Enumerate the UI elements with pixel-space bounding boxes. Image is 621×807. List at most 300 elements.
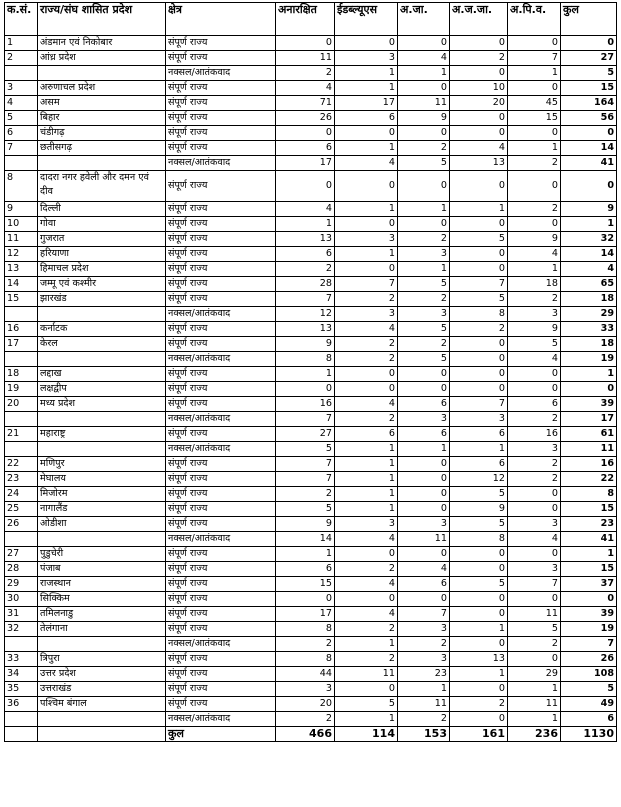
serial-cell: 20 xyxy=(5,397,38,412)
st-cell: 13 xyxy=(450,652,508,667)
serial-cell xyxy=(5,637,38,652)
state-cell: पंजाब xyxy=(38,562,166,577)
header-ews: ईडब्ल्यूएस xyxy=(335,3,398,36)
st-cell: 3 xyxy=(450,412,508,427)
unreserved-cell: 17 xyxy=(276,607,335,622)
unreserved-cell: 0 xyxy=(276,126,335,141)
sc-cell: 1 xyxy=(398,682,450,697)
st-cell: 4 xyxy=(450,141,508,156)
table-row xyxy=(5,532,617,547)
unreserved-cell: 6 xyxy=(276,247,335,262)
total-cell: 1 xyxy=(561,217,617,232)
area-cell: संपूर्ण राज्य xyxy=(166,382,276,397)
serial-cell: 14 xyxy=(5,277,38,292)
area-cell: संपूर्ण राज्य xyxy=(166,652,276,667)
st-cell: 0 xyxy=(450,352,508,367)
ews-cell: 4 xyxy=(335,156,398,171)
table-row xyxy=(5,367,617,382)
unreserved-cell: 1 xyxy=(276,367,335,382)
table-row xyxy=(5,217,617,232)
ews-cell: 17 xyxy=(335,96,398,111)
serial-cell: 27 xyxy=(5,547,38,562)
serial-cell: 5 xyxy=(5,111,38,126)
sc-cell: 11 xyxy=(398,532,450,547)
unreserved-cell: 9 xyxy=(276,517,335,532)
unreserved-cell: 7 xyxy=(276,412,335,427)
obc-cell: 4 xyxy=(508,532,561,547)
sc-cell: 3 xyxy=(398,247,450,262)
obc-cell: 2 xyxy=(508,412,561,427)
ews-cell: 1 xyxy=(335,472,398,487)
grand-total-row xyxy=(5,727,617,742)
total-cell: 7 xyxy=(561,637,617,652)
table-row xyxy=(5,81,617,96)
obc-cell: 1 xyxy=(508,141,561,156)
area-cell: नक्सल/आतंकवाद xyxy=(166,156,276,171)
st-cell: 0 xyxy=(450,562,508,577)
area-cell: संपूर्ण राज्य xyxy=(166,502,276,517)
table-row xyxy=(5,592,617,607)
state-cell: त्रिपुरा xyxy=(38,652,166,667)
sc-cell: 2 xyxy=(398,712,450,727)
area-cell: संपूर्ण राज्य xyxy=(166,367,276,382)
header-obc: अ.पि.व. xyxy=(508,3,561,36)
total-cell: 8 xyxy=(561,487,617,502)
st-cell: 5 xyxy=(450,232,508,247)
sc-cell: 3 xyxy=(398,652,450,667)
serial-cell: 35 xyxy=(5,682,38,697)
st-cell: 0 xyxy=(450,382,508,397)
ews-cell: 3 xyxy=(335,232,398,247)
serial-cell: 23 xyxy=(5,472,38,487)
area-cell: संपूर्ण राज्य xyxy=(166,457,276,472)
st-cell: 0 xyxy=(450,247,508,262)
sc-cell: 6 xyxy=(398,397,450,412)
st-cell: 1 xyxy=(450,667,508,682)
header-row xyxy=(5,3,617,36)
serial-cell: 13 xyxy=(5,262,38,277)
sc-cell: 3 xyxy=(398,307,450,322)
area-cell: संपूर्ण राज्य xyxy=(166,81,276,96)
ews-cell: 1 xyxy=(335,487,398,502)
ews-cell: 0 xyxy=(335,126,398,141)
grand-total-label: कुल xyxy=(166,727,276,742)
state-cell: लक्षद्वीप xyxy=(38,382,166,397)
total-cell: 33 xyxy=(561,322,617,337)
area-cell: संपूर्ण राज्य xyxy=(166,126,276,141)
total-cell: 11 xyxy=(561,442,617,457)
ews-cell: 0 xyxy=(335,217,398,232)
serial-cell: 1 xyxy=(5,36,38,51)
state-cell: कर्नाटक xyxy=(38,322,166,337)
st-cell: 0 xyxy=(450,126,508,141)
area-cell: संपूर्ण राज्य xyxy=(166,487,276,502)
total-cell: 23 xyxy=(561,517,617,532)
table-row xyxy=(5,262,617,277)
serial-cell: 34 xyxy=(5,667,38,682)
serial-cell: 11 xyxy=(5,232,38,247)
total-cell: 15 xyxy=(561,81,617,96)
state-cell: पुडुचेरी xyxy=(38,547,166,562)
sc-cell: 0 xyxy=(398,126,450,141)
serial-cell: 10 xyxy=(5,217,38,232)
table-row xyxy=(5,382,617,397)
obc-cell: 0 xyxy=(508,126,561,141)
state-cell: महाराष्ट्र xyxy=(38,427,166,442)
st-cell: 5 xyxy=(450,487,508,502)
grand-total-sc: 153 xyxy=(398,727,450,742)
table-row xyxy=(5,277,617,292)
area-cell: संपूर्ण राज्य xyxy=(166,202,276,217)
sc-cell: 0 xyxy=(398,457,450,472)
st-cell: 0 xyxy=(450,217,508,232)
sc-cell: 3 xyxy=(398,517,450,532)
area-cell: नक्सल/आतंकवाद xyxy=(166,66,276,81)
serial-cell: 2 xyxy=(5,51,38,66)
ews-cell: 2 xyxy=(335,337,398,352)
unreserved-cell: 2 xyxy=(276,712,335,727)
state-cell: जम्मू एवं कश्मीर xyxy=(38,277,166,292)
unreserved-cell: 0 xyxy=(276,171,335,202)
total-cell: 49 xyxy=(561,697,617,712)
st-cell: 7 xyxy=(450,277,508,292)
serial-cell: 31 xyxy=(5,607,38,622)
serial-cell xyxy=(5,712,38,727)
total-cell: 9 xyxy=(561,202,617,217)
obc-cell: 7 xyxy=(508,577,561,592)
area-cell: नक्सल/आतंकवाद xyxy=(166,532,276,547)
ews-cell: 1 xyxy=(335,81,398,96)
sc-cell: 1 xyxy=(398,262,450,277)
ews-cell: 4 xyxy=(335,397,398,412)
st-cell: 0 xyxy=(450,367,508,382)
sc-cell: 23 xyxy=(398,667,450,682)
unreserved-cell: 5 xyxy=(276,442,335,457)
ews-cell: 0 xyxy=(335,682,398,697)
total-cell: 5 xyxy=(561,682,617,697)
sc-cell: 0 xyxy=(398,592,450,607)
area-cell: संपूर्ण राज्य xyxy=(166,592,276,607)
st-cell: 5 xyxy=(450,292,508,307)
ews-cell: 4 xyxy=(335,322,398,337)
unreserved-cell: 0 xyxy=(276,592,335,607)
area-cell: संपूर्ण राज्य xyxy=(166,517,276,532)
unreserved-cell: 27 xyxy=(276,427,335,442)
ews-cell: 1 xyxy=(335,66,398,81)
total-cell: 39 xyxy=(561,607,617,622)
sc-cell: 0 xyxy=(398,81,450,96)
unreserved-cell: 4 xyxy=(276,81,335,96)
serial-cell xyxy=(5,532,38,547)
state-cell: मध्य प्रदेश xyxy=(38,397,166,412)
total-cell: 32 xyxy=(561,232,617,247)
ews-cell: 1 xyxy=(335,442,398,457)
total-cell: 1 xyxy=(561,367,617,382)
sc-cell: 6 xyxy=(398,427,450,442)
serial-cell: 16 xyxy=(5,322,38,337)
st-cell: 0 xyxy=(450,337,508,352)
serial-cell xyxy=(5,307,38,322)
obc-cell: 16 xyxy=(508,427,561,442)
sc-cell: 0 xyxy=(398,367,450,382)
st-cell: 0 xyxy=(450,607,508,622)
st-cell: 2 xyxy=(450,51,508,66)
state-cell: बिहार xyxy=(38,111,166,126)
table-row xyxy=(5,442,617,457)
ews-cell: 0 xyxy=(335,36,398,51)
unreserved-cell: 8 xyxy=(276,652,335,667)
sc-cell: 0 xyxy=(398,547,450,562)
state-cell: दादरा नगर हवेली और दमन एवं दीव xyxy=(38,171,166,202)
ews-cell: 0 xyxy=(335,367,398,382)
state-cell xyxy=(38,532,166,547)
area-cell: संपूर्ण राज्य xyxy=(166,232,276,247)
table-row xyxy=(5,682,617,697)
area-cell: संपूर्ण राज्य xyxy=(166,111,276,126)
ews-cell: 3 xyxy=(335,307,398,322)
sc-cell: 5 xyxy=(398,352,450,367)
state-cell: उत्तराखंड xyxy=(38,682,166,697)
unreserved-cell: 7 xyxy=(276,457,335,472)
state-cell: हिमाचल प्रदेश xyxy=(38,262,166,277)
table-row xyxy=(5,36,617,51)
st-cell: 0 xyxy=(450,682,508,697)
table-row xyxy=(5,51,617,66)
obc-cell: 0 xyxy=(508,547,561,562)
obc-cell: 0 xyxy=(508,592,561,607)
state-cell xyxy=(38,712,166,727)
area-cell: संपूर्ण राज्य xyxy=(166,622,276,637)
serial-cell: 3 xyxy=(5,81,38,96)
total-cell: 39 xyxy=(561,397,617,412)
st-cell: 6 xyxy=(450,457,508,472)
table-row xyxy=(5,156,617,171)
obc-cell: 0 xyxy=(508,487,561,502)
unreserved-cell: 14 xyxy=(276,532,335,547)
ews-cell: 6 xyxy=(335,427,398,442)
table-row xyxy=(5,126,617,141)
ews-cell: 1 xyxy=(335,637,398,652)
state-cell: मणिपुर xyxy=(38,457,166,472)
state-cell xyxy=(38,412,166,427)
area-cell: संपूर्ण राज्य xyxy=(166,697,276,712)
serial-cell: 8 xyxy=(5,171,38,202)
area-cell: संपूर्ण राज्य xyxy=(166,667,276,682)
area-cell: संपूर्ण राज्य xyxy=(166,171,276,202)
state-cell: उत्तर प्रदेश xyxy=(38,667,166,682)
table-row xyxy=(5,697,617,712)
obc-cell: 2 xyxy=(508,156,561,171)
unreserved-cell: 20 xyxy=(276,697,335,712)
unreserved-cell: 1 xyxy=(276,217,335,232)
ews-cell: 6 xyxy=(335,111,398,126)
unreserved-cell: 7 xyxy=(276,292,335,307)
state-cell: राजस्थान xyxy=(38,577,166,592)
st-cell: 7 xyxy=(450,397,508,412)
serial-cell: 32 xyxy=(5,622,38,637)
state-cell: चंडीगढ़ xyxy=(38,126,166,141)
obc-cell: 11 xyxy=(508,697,561,712)
area-cell: संपूर्ण राज्य xyxy=(166,217,276,232)
unreserved-cell: 44 xyxy=(276,667,335,682)
serial-cell: 36 xyxy=(5,697,38,712)
state-cell: छतीसगढ़ xyxy=(38,141,166,156)
state-cell: अरुणाचल प्रदेश xyxy=(38,81,166,96)
serial-cell xyxy=(5,412,38,427)
obc-cell: 2 xyxy=(508,202,561,217)
table-row xyxy=(5,607,617,622)
table-row xyxy=(5,247,617,262)
serial-cell xyxy=(5,66,38,81)
obc-cell: 9 xyxy=(508,232,561,247)
ews-cell: 0 xyxy=(335,382,398,397)
st-cell: 2 xyxy=(450,322,508,337)
st-cell: 0 xyxy=(450,111,508,126)
table-row xyxy=(5,517,617,532)
table-row xyxy=(5,111,617,126)
sc-cell: 4 xyxy=(398,562,450,577)
serial-cell: 17 xyxy=(5,337,38,352)
state-cell: नागालैंड xyxy=(38,502,166,517)
area-cell: संपूर्ण राज्य xyxy=(166,547,276,562)
sc-cell: 5 xyxy=(398,322,450,337)
obc-cell: 0 xyxy=(508,36,561,51)
ews-cell: 2 xyxy=(335,412,398,427)
obc-cell: 0 xyxy=(508,171,561,202)
sc-cell: 11 xyxy=(398,96,450,111)
area-cell: संपूर्ण राज्य xyxy=(166,562,276,577)
state-cell: लद्दाख xyxy=(38,367,166,382)
unreserved-cell: 28 xyxy=(276,277,335,292)
state-cell: ओडीशा xyxy=(38,517,166,532)
st-cell: 0 xyxy=(450,592,508,607)
ews-cell: 3 xyxy=(335,517,398,532)
total-cell: 27 xyxy=(561,51,617,66)
header-unreserved: अनारक्षित xyxy=(276,3,335,36)
total-cell: 14 xyxy=(561,141,617,156)
table-row xyxy=(5,577,617,592)
total-cell: 56 xyxy=(561,111,617,126)
state-cell xyxy=(38,637,166,652)
total-cell: 164 xyxy=(561,96,617,111)
st-cell: 12 xyxy=(450,472,508,487)
unreserved-cell: 16 xyxy=(276,397,335,412)
sc-cell: 2 xyxy=(398,141,450,156)
area-cell: नक्सल/आतंकवाद xyxy=(166,412,276,427)
serial-cell: 19 xyxy=(5,382,38,397)
sc-cell: 1 xyxy=(398,202,450,217)
area-cell: संपूर्ण राज्य xyxy=(166,141,276,156)
ews-cell: 2 xyxy=(335,652,398,667)
area-cell: संपूर्ण राज्य xyxy=(166,577,276,592)
table-row xyxy=(5,292,617,307)
state-cell: तेलंगाना xyxy=(38,622,166,637)
obc-cell: 0 xyxy=(508,81,561,96)
total-cell: 14 xyxy=(561,247,617,262)
unreserved-cell: 2 xyxy=(276,66,335,81)
state-cell: तमिलनाडु xyxy=(38,607,166,622)
unreserved-cell: 13 xyxy=(276,322,335,337)
st-cell: 0 xyxy=(450,712,508,727)
obc-cell: 1 xyxy=(508,712,561,727)
area-cell: नक्सल/आतंकवाद xyxy=(166,442,276,457)
serial-cell: 25 xyxy=(5,502,38,517)
obc-cell: 0 xyxy=(508,367,561,382)
st-cell: 10 xyxy=(450,81,508,96)
serial-cell: 22 xyxy=(5,457,38,472)
sc-cell: 9 xyxy=(398,111,450,126)
st-cell: 8 xyxy=(450,307,508,322)
total-cell: 16 xyxy=(561,457,617,472)
unreserved-cell: 4 xyxy=(276,202,335,217)
obc-cell: 1 xyxy=(508,66,561,81)
sc-cell: 0 xyxy=(398,36,450,51)
serial-cell xyxy=(5,442,38,457)
table-row xyxy=(5,472,617,487)
area-cell: संपूर्ण राज्य xyxy=(166,51,276,66)
table-row xyxy=(5,337,617,352)
obc-cell: 4 xyxy=(508,247,561,262)
unreserved-cell: 8 xyxy=(276,622,335,637)
state-cell: हरियाणा xyxy=(38,247,166,262)
obc-cell: 6 xyxy=(508,397,561,412)
area-cell: संपूर्ण राज्य xyxy=(166,337,276,352)
sc-cell: 6 xyxy=(398,577,450,592)
grand-total-st: 161 xyxy=(450,727,508,742)
ews-cell: 11 xyxy=(335,667,398,682)
area-cell: नक्सल/आतंकवाद xyxy=(166,352,276,367)
grand-total-obc: 236 xyxy=(508,727,561,742)
grand-total-unreserved: 466 xyxy=(276,727,335,742)
ews-cell: 0 xyxy=(335,592,398,607)
sc-cell: 0 xyxy=(398,487,450,502)
serial-cell: 30 xyxy=(5,592,38,607)
ews-cell: 0 xyxy=(335,547,398,562)
total-cell: 0 xyxy=(561,171,617,202)
unreserved-cell: 9 xyxy=(276,337,335,352)
ews-cell: 1 xyxy=(335,457,398,472)
header-total: कुल xyxy=(561,3,617,36)
total-cell: 4 xyxy=(561,262,617,277)
st-cell: 2 xyxy=(450,697,508,712)
total-cell: 29 xyxy=(561,307,617,322)
unreserved-cell: 71 xyxy=(276,96,335,111)
sc-cell: 0 xyxy=(398,472,450,487)
table-row xyxy=(5,502,617,517)
table-row xyxy=(5,322,617,337)
unreserved-cell: 6 xyxy=(276,141,335,156)
total-cell: 22 xyxy=(561,472,617,487)
sc-cell: 5 xyxy=(398,277,450,292)
unreserved-cell: 8 xyxy=(276,352,335,367)
total-cell: 1 xyxy=(561,547,617,562)
obc-cell: 0 xyxy=(508,217,561,232)
area-cell: संपूर्ण राज्य xyxy=(166,292,276,307)
unreserved-cell: 12 xyxy=(276,307,335,322)
serial-cell: 26 xyxy=(5,517,38,532)
obc-cell: 5 xyxy=(508,622,561,637)
st-cell: 0 xyxy=(450,36,508,51)
state-cell xyxy=(38,352,166,367)
total-cell: 17 xyxy=(561,412,617,427)
sc-cell: 4 xyxy=(398,51,450,66)
sc-cell: 3 xyxy=(398,622,450,637)
sc-cell: 2 xyxy=(398,337,450,352)
ews-cell: 2 xyxy=(335,622,398,637)
empty-cell xyxy=(38,727,166,742)
st-cell: 9 xyxy=(450,502,508,517)
total-cell: 5 xyxy=(561,66,617,81)
